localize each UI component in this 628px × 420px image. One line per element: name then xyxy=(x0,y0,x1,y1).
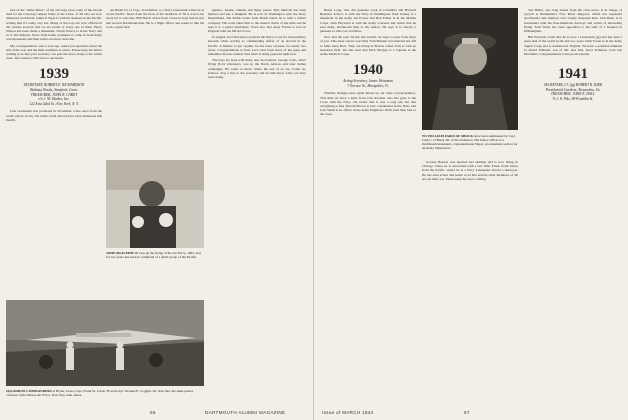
caption-title: JOHN McALPINE xyxy=(106,251,134,255)
right-column-1 xyxy=(320,8,416,408)
squadron-photo-image xyxy=(6,300,204,386)
column-text: tion of the “Alma Mater” of the old song were some of the bloods dred for the Carrying campus Some of the Class. of '39 who are now dispersed worldwide. James P. Egan is with the Seabees in the Pacific, writing that it’s really very hot. Many of the boys are now officers in the various services and we are proud of every one of them. Harry Wilson has been made a lieutenant. Chuck Pearce is in the Navy and so is Ted Roberts. News from home continues to come in from many correspondents and their letters are most welcome. xyxy=(6,8,102,42)
squadron-photo xyxy=(6,300,204,386)
caption-title: SQUADRON COMMANDERS xyxy=(6,389,52,393)
left-column-1 xyxy=(6,8,102,124)
officer-photo-image xyxy=(422,8,518,130)
officer-photo xyxy=(422,8,518,130)
secretary-address: 7 Terrace St., Montpelier, Vt. xyxy=(347,83,389,88)
column-text: Now that the year '44 has just started, we hope to hear from more of you. This issue carries word that Tom Bennett was married last fall to Miss Alice Holt. They are living in Boston where Tom is with an insurance firm. We also hear that Dick Morgan is a Captain in the Army Medical Corps. xyxy=(320,35,416,57)
squadron-photo-caption xyxy=(6,389,204,397)
issue-date: Issue of MARCH 1944 xyxy=(322,410,374,415)
class-year-heading-1940: 1940 xyxy=(353,62,383,79)
caption-title: TO WILLIAM FARIS OF SHOCK xyxy=(422,134,474,138)
portrait-photo-caption xyxy=(106,251,204,259)
portrait-photo xyxy=(106,160,204,248)
magazine-title: DARTMOUTH ALUMNI MAGAZINE xyxy=(205,410,286,415)
treasurer-line: TREASURER, JOHN E. HALL xyxy=(550,92,596,97)
column-text: Burne Long, who did graduate work at Columbia and Harvard Business School, is with the Navy in Washington. Paul Tenney is a lieutenant in the Army Air Forces and Bob Fisher is in the Marine Corps. John Hayward is with the Army overseas and writes that he sees many Dartmouth men at his station. He says it is always a pleasure to talk over old times. xyxy=(320,8,416,34)
right-column-2 xyxy=(422,160,518,400)
column-text: Wartime changes have again mixed up our class correspondence. This time we have a letter from Jack Rossiter who has gone to the Coast with the Navy. He writes that it was a long trip but that everything is fine. Harold Brown is now a lieutenant in the Navy and Jack Small is an officer in the Army Engineers. Both send their best to the class. xyxy=(320,91,416,117)
caption-body: at Bryan, Texas, Capt. Frank W. Curtis '39 and Capt. Thomas E. Coggins '40, both flew the same planes overseas with Chinese Air Force. Now they train others. xyxy=(6,389,194,398)
right-column-3 xyxy=(524,8,622,408)
right-page xyxy=(314,0,628,420)
caption-body: III took up the flying of the Air Force, 1943, and for two years has been in command of a small group of the Pacific. xyxy=(106,251,201,260)
secretary-line: Acting Secretary, James Weissman xyxy=(343,79,393,84)
column-text: Ted Miller, also long absent from the class news, is in charge of payroll at Bethlehem’s Fore River shipyard, which has expanded enormously and employs over twenty thousand men. Jack Bates is in Guatemala with the Pan-American Airways and writes of interesting flying. Tom Waite has been appointed to the staff of a hospital in Philadelphia. xyxy=(524,8,622,34)
column-text: My correspondence, who a year ago, asked you questions about the end of the war, and the mail continues to arrive. Please keep the letters coming in so that your secretary can pass the news along to the whole class. The Green is still close to our hearts. xyxy=(6,43,102,61)
treasurer-line: TREASURER, JOHN R. CAREY xyxy=(30,92,78,97)
column-text: In August, Earl Stevenson received the Navy Cross for extraordinary heroism while serving as commanding officer of an aircraft in the Pacific. A Marine Corps captain, he has been overseas for nearly two years. Congratulations to Earl. Let’s hear from more of the gang and remember that the annual class letter is being prepared right now. xyxy=(208,35,306,57)
secretary-line: SECRETARY, ROBERT E. RICHARDSON xyxy=(23,83,85,88)
treasurer-address: % J. P. Pike, 88 Franklin St. xyxy=(552,97,594,102)
secretary-address: Bethany Woods, Stamford, Conn. xyxy=(30,88,78,93)
page-number: 56 xyxy=(150,410,156,415)
column-text: The boys are back with many new decorations. George Coho, who's flying B-24 Liberators, was in the North African and later Italian campaigns. He wants to know where the rest of us are. Come on, fellows, drop a line to the secretary and let him know what you have been doing. xyxy=(208,58,306,80)
secretary-line: SECRETARY, LT. (jg) ROBERT R. KIRK xyxy=(543,83,603,88)
left-column-2 xyxy=(106,8,204,183)
column-text: Jack Goldbaum was promoted in November. Class news from the south arrives slowly but letters from abroad have been numerous this month. xyxy=(6,109,102,122)
column-text: Bill Edwards writes that he is now a Lieutenant (jg) and has seen a great deal of the world in the last two years. Dick Foster is in the Army Signal Corps and is stationed in Virginia. We have a potential alumnus in David Edmund, son of Mr. and Mrs. Dave Edmund, born last December. Congratulations to the proud parents. xyxy=(524,35,622,57)
column-text: Quebec, Seattle, Omaha and many points. Bob Sullivan has been married and has a daughter. He is now in Washington with the Navy Department. Jim Walsh writes from Brazil where he is with a rubber company. His work takes him to the interior much of the time and he says it is a grand experience. Word also that Andy Forbes is now in England with the 8th Air Force. xyxy=(208,8,306,34)
secretary-address: Presidential Gardens, Alexandria, Va. xyxy=(545,87,601,92)
officer-photo-caption xyxy=(422,134,518,150)
class-year-heading-1939: 1939 xyxy=(39,66,69,83)
portrait-photo-image xyxy=(106,160,204,248)
class-year-heading-1941: 1941 xyxy=(558,66,588,83)
page-number: 57 xyxy=(464,410,470,415)
column-text: ant Heath for 12 boys. Ted Dunbar, is a Navy Lieutenant writes he is on the Pacific. News from the front of the members of '39 is scarce but every bit is welcome. Bill Harris writes from a base in Italy that he has met several Dartmouth men. He is a flight officer and seems to like his work a great deal. xyxy=(106,8,204,29)
caption-body: have been summoned by Capt. John C. O’Brien '40, of the Ordnance. His fellow officer is a Dartmouth lieutenant, a Quartermaster Depot, procurement section for all Army Subsistence. xyxy=(422,134,518,151)
treasurer-address-2: 122 East 42nd St., New York, N. Y. xyxy=(29,101,79,106)
treasurer-address: c/o J. M. Mathes, Inc. xyxy=(38,97,70,102)
column-text: Gordon Benson was married last summer and is now living in Chicago where he is associated with a law firm. Frank Clark writes from the Pacific, where he is a Navy Lieutenant aboard a destroyer. He has seen action and sends word that several other members of '40 are out there too. Please keep the news coming. xyxy=(422,160,518,181)
left-column-3 xyxy=(208,8,306,408)
